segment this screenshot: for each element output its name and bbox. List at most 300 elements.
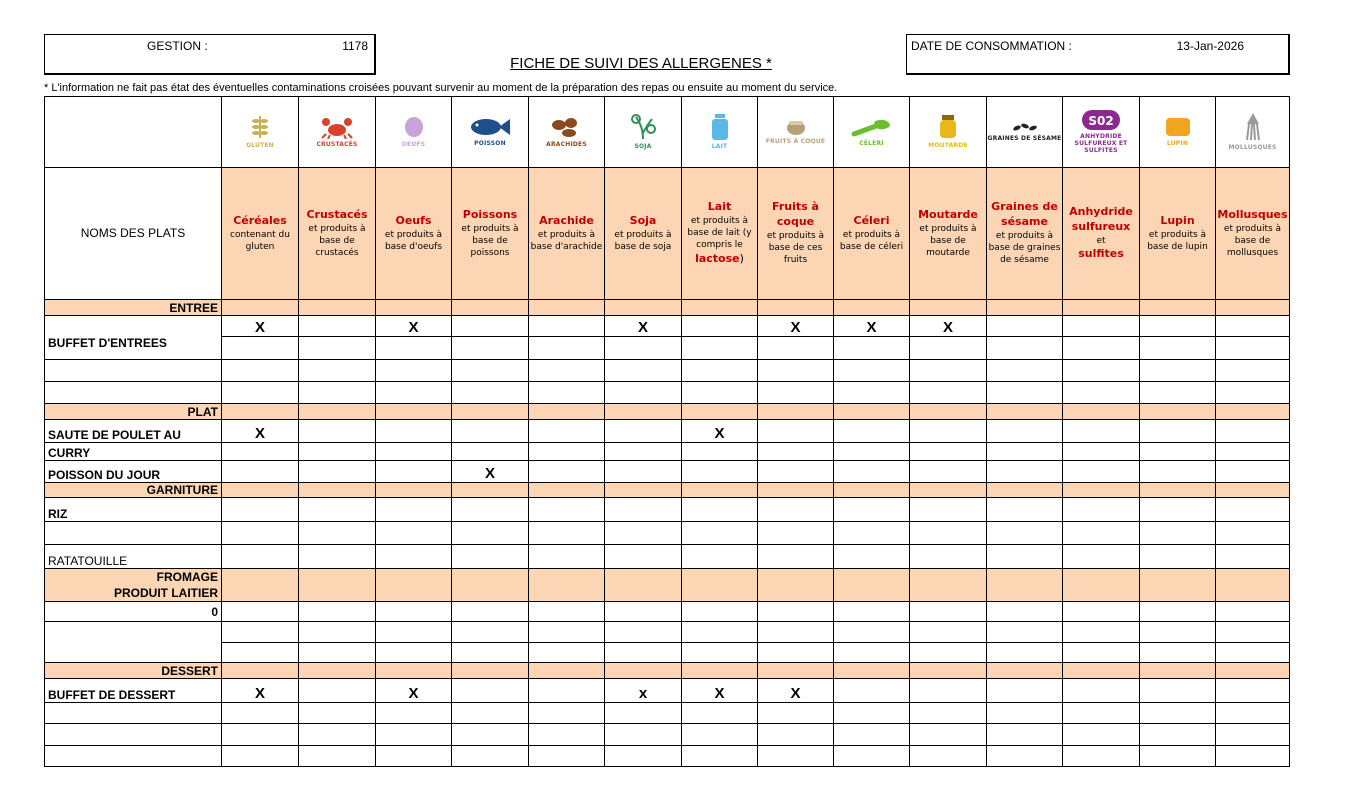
table-cell: [758, 622, 834, 642]
table-cell: [605, 568, 682, 601]
table-cell: [1216, 703, 1290, 724]
table-cell: [910, 622, 987, 642]
allergen-icon-cell: [376, 97, 452, 168]
table-row: [45, 97, 1290, 168]
allergen-name: Graines de sésame: [991, 200, 1058, 229]
mark-text: X: [866, 319, 877, 337]
section-dessert: DESSERT: [45, 662, 222, 678]
table-cell: [452, 602, 529, 622]
table-cell: [1140, 602, 1216, 622]
allergen-icon-cell: [682, 97, 758, 168]
allergen-mark: [1140, 678, 1216, 702]
table-cell: [605, 337, 682, 359]
allergen-name: Mollusques: [1217, 207, 1288, 221]
table-cell: [1140, 745, 1216, 766]
table-cell: [1140, 724, 1216, 745]
table-cell: [987, 602, 1063, 622]
table-cell: [605, 442, 682, 460]
date-value: 13-Jan-2026: [1176, 39, 1244, 53]
allergen-mark: [910, 420, 987, 442]
allergen-mark: [605, 420, 682, 442]
allergen-header-soy: [605, 167, 682, 299]
allergen-sub: et produits à base de ces fruits: [766, 231, 825, 266]
table-cell: [222, 300, 299, 316]
celery-icon: [834, 116, 909, 138]
table-cell: [834, 602, 910, 622]
table-row: [45, 404, 1290, 420]
table-cell: [1140, 498, 1216, 522]
table-cell: [682, 724, 758, 745]
allergen-mark: [1216, 460, 1290, 482]
allergen-mark: [605, 678, 682, 702]
fish-icon: [452, 116, 528, 138]
table-cell: [987, 745, 1063, 766]
allergen-name: Anhydride sulfureux: [1069, 205, 1133, 233]
allergen-mark: [1216, 316, 1290, 337]
mark-text: X: [408, 685, 419, 703]
mark-text: x: [638, 685, 648, 703]
corner-cell: [45, 97, 222, 168]
dish-saute-poulet-line1: SAUTE DE POULET AU: [45, 420, 222, 442]
allergen-header-crab: [299, 167, 376, 299]
table-cell: [1063, 404, 1140, 420]
table-cell: [910, 724, 987, 745]
table-cell: [605, 381, 682, 403]
allergen-table: [44, 96, 1290, 767]
allergen-name: Soja: [629, 213, 657, 227]
allergen-mark: [299, 316, 376, 337]
allergen-header-so2: [1063, 167, 1140, 299]
allergen-name: Lupin: [1160, 213, 1195, 227]
allergen-mark: [910, 316, 987, 337]
table-cell: [45, 381, 222, 403]
table-cell: [222, 522, 299, 544]
table-cell: [758, 724, 834, 745]
allergen-header-celery: [834, 167, 910, 299]
table-cell: [910, 359, 987, 381]
table-cell: [910, 381, 987, 403]
allergen-mark: [758, 460, 834, 482]
section-garniture: GARNITURE: [45, 482, 222, 497]
allergen-icon-cell: [758, 97, 834, 168]
egg-icon: [376, 115, 451, 139]
allergen-mark: [529, 460, 605, 482]
allergen-icon-cell: [222, 97, 299, 168]
table-row: [45, 381, 1290, 403]
allergen-header-nut: [758, 167, 834, 299]
table-cell: [1063, 642, 1140, 662]
table-cell: [987, 703, 1063, 724]
allergen-sub: et produits à base de crustacés: [308, 223, 366, 258]
table-cell: [452, 745, 529, 766]
allergen-sub: et produits à base de moutarde: [919, 223, 977, 258]
table-cell: [910, 442, 987, 460]
table-cell: [834, 622, 910, 642]
table-cell: [1216, 442, 1290, 460]
mark-text: X: [942, 319, 953, 337]
allergen-sub: contenant du gluten: [230, 229, 290, 252]
table-cell: [452, 568, 529, 601]
table-cell: [987, 337, 1063, 359]
allergen-mark: [222, 420, 299, 442]
allergen-mark: [529, 420, 605, 442]
table-cell: [1216, 602, 1290, 622]
allergen-sub: et produits à base de céleri: [839, 229, 904, 252]
mark-text: X: [790, 685, 801, 703]
table-cell: [45, 359, 222, 381]
table-cell: [299, 498, 376, 522]
table-cell: [529, 568, 605, 601]
table-cell: [1140, 642, 1216, 662]
table-cell: [1140, 359, 1216, 381]
table-cell: [682, 498, 758, 522]
table-row: [45, 337, 1290, 359]
table-cell: [529, 404, 605, 420]
table-cell: [376, 381, 452, 403]
allergen-header-sesame: [987, 167, 1063, 299]
allergen-sub: et produits à base de lupin: [1147, 229, 1208, 252]
allergen-mark: [452, 316, 529, 337]
table-cell: [529, 482, 605, 497]
table-cell: [910, 498, 987, 522]
table-cell: [605, 522, 682, 544]
table-cell: [910, 568, 987, 601]
table-cell: [529, 602, 605, 622]
table-cell: [299, 703, 376, 724]
table-cell: [299, 404, 376, 420]
table-cell: [910, 522, 987, 544]
dish-buffet-dessert: BUFFET DE DESSERT: [45, 678, 222, 702]
table-cell: [376, 662, 452, 678]
table-cell: [299, 568, 376, 601]
wheat-icon: [222, 114, 298, 140]
table-cell: [682, 482, 758, 497]
lupin-icon: [1140, 116, 1215, 138]
table-cell: [376, 482, 452, 497]
table-cell: [682, 359, 758, 381]
table-cell: [834, 404, 910, 420]
allergen-name: Fruits à coque: [772, 200, 819, 229]
table-cell: [682, 642, 758, 662]
allergen-mark: [682, 460, 758, 482]
table-cell: [376, 745, 452, 766]
icon-label: MOLLUSQUES: [1228, 144, 1277, 152]
allergen-icon-cell: [1140, 97, 1216, 168]
table-row: [45, 316, 1290, 337]
table-cell: [222, 498, 299, 522]
allergen-header-wheat: [222, 167, 299, 299]
table-cell: [682, 544, 758, 568]
table-cell: [682, 442, 758, 460]
allergen-header-egg: [376, 167, 452, 299]
table-cell: [299, 442, 376, 460]
table-cell: [987, 662, 1063, 678]
table-cell: [376, 724, 452, 745]
table-row: [45, 359, 1290, 381]
table-cell: [758, 703, 834, 724]
table-cell: [299, 359, 376, 381]
table-cell: [452, 359, 529, 381]
table-cell: [45, 724, 222, 745]
table-cell: [299, 745, 376, 766]
mustard-icon: [910, 114, 986, 140]
allergen-sub: et produits à base de poissons: [461, 223, 519, 258]
icon-label: SOJA: [634, 143, 652, 151]
table-cell: [222, 622, 299, 642]
table-cell: [1063, 724, 1140, 745]
allergen-header-fish: [452, 167, 529, 299]
table-cell: [758, 404, 834, 420]
table-cell: [1140, 568, 1216, 601]
section-fromage: FROMAGE PRODUIT LAITIER: [45, 568, 222, 601]
icon-label: LAIT: [711, 143, 728, 151]
table-cell: [222, 337, 299, 359]
icon-label: FRUITS À COQUE: [765, 138, 826, 146]
table-cell: [605, 642, 682, 662]
table-cell: [222, 703, 299, 724]
table-cell: [605, 482, 682, 497]
table-cell: [1216, 300, 1290, 316]
table-cell: [605, 662, 682, 678]
table-cell: [1063, 522, 1140, 544]
table-cell: [529, 442, 605, 460]
table-cell: [910, 662, 987, 678]
table-cell: [1063, 662, 1140, 678]
allergen-sub: et produits à base d'arachide: [530, 229, 603, 252]
icon-label: GLUTEN: [246, 142, 274, 150]
squid-icon: [1216, 112, 1289, 142]
allergen-mark: [1063, 420, 1140, 442]
table-cell: [1140, 703, 1216, 724]
table-cell: [758, 498, 834, 522]
table-cell: [1216, 381, 1290, 403]
table-cell: [222, 381, 299, 403]
table-cell: [45, 622, 222, 662]
allergen-mark: [452, 678, 529, 702]
table-row: [45, 420, 1290, 442]
allergen-mark: [1216, 420, 1290, 442]
table-cell: [1216, 745, 1290, 766]
table-cell: [452, 498, 529, 522]
allergen-sub: et produits à base de soja: [614, 229, 672, 252]
table-cell: [529, 622, 605, 642]
table-cell: [222, 442, 299, 460]
table-cell: [452, 300, 529, 316]
table-cell: [1140, 662, 1216, 678]
table-cell: [834, 745, 910, 766]
noms-des-plats-label: NOMS DES PLATS: [45, 167, 222, 299]
table-cell: [452, 381, 529, 403]
table-cell: [1216, 404, 1290, 420]
table-cell: [1216, 724, 1290, 745]
allergen-name: Poissons: [462, 207, 518, 221]
allergen-mark: [376, 316, 452, 337]
table-cell: [1063, 300, 1140, 316]
table-cell: [758, 359, 834, 381]
allergen-mark: [758, 678, 834, 702]
allergen-mark: [987, 316, 1063, 337]
table-cell: [834, 662, 910, 678]
table-cell: [1216, 359, 1290, 381]
table-cell: [1063, 568, 1140, 601]
table-cell: [299, 300, 376, 316]
table-cell: [1063, 745, 1140, 766]
table-cell: [910, 642, 987, 662]
svg-text:S02: S02: [1088, 114, 1114, 129]
allergen-mark: [834, 678, 910, 702]
allergen-header-milk: [682, 167, 758, 299]
table-cell: [222, 602, 299, 622]
table-cell: [1216, 642, 1290, 662]
table-cell: [299, 381, 376, 403]
table-cell: [758, 300, 834, 316]
table-cell: [758, 482, 834, 497]
table-cell: [682, 337, 758, 359]
dish-poisson-du-jour: POISSON DU JOUR: [45, 460, 222, 482]
table-cell: [452, 522, 529, 544]
icon-label: POISSON: [474, 140, 506, 148]
table-cell: [452, 703, 529, 724]
table-cell: [1140, 300, 1216, 316]
table-cell: [1140, 544, 1216, 568]
table-cell: [45, 703, 222, 724]
table-cell: [682, 522, 758, 544]
table-cell: [605, 703, 682, 724]
allergen-name: Crustacés: [306, 207, 368, 221]
date-label: DATE DE CONSOMMATION :: [911, 39, 1072, 53]
table-cell: [529, 498, 605, 522]
allergen-sub: et produits à base de lait (y compris le: [687, 216, 752, 251]
footnote: * L'information ne fait pas état des éventuelles contaminations croisées pouvant survenir au moment de la préparation des repas ou ensuite au moment du service.: [44, 82, 838, 94]
table-cell: [222, 404, 299, 420]
table-cell: [910, 544, 987, 568]
allergen-mark: [910, 678, 987, 702]
table-cell: [910, 404, 987, 420]
table-row: [45, 724, 1290, 745]
allergen-mark: [987, 678, 1063, 702]
allergen-mark: [299, 678, 376, 702]
allergen-mark: [1216, 678, 1290, 702]
crab-icon: [299, 115, 375, 139]
table-cell: [758, 522, 834, 544]
dish-buffet-entrees: BUFFET D'ENTREES: [45, 316, 222, 359]
mark-text: X: [254, 319, 265, 337]
allergen-icon-cell: [834, 97, 910, 168]
table-cell: [299, 642, 376, 662]
table-cell: [299, 522, 376, 544]
table-cell: [834, 724, 910, 745]
table-cell: [758, 544, 834, 568]
allergen-mark: [452, 420, 529, 442]
table-cell: [758, 442, 834, 460]
icon-label: LUPIN: [1166, 140, 1189, 148]
mark-text: X: [254, 685, 265, 703]
allergen-icon-cell: [299, 97, 376, 168]
table-cell: [682, 622, 758, 642]
table-cell: [910, 300, 987, 316]
table-cell: [910, 703, 987, 724]
allergen-mark: [910, 460, 987, 482]
icon-label: ANHYDRIDE SULFUREUX ET SULFITES: [1074, 133, 1128, 155]
table-cell: [529, 642, 605, 662]
table-row: [45, 642, 1290, 662]
table-cell: [910, 482, 987, 497]
table-cell: [1216, 662, 1290, 678]
date-box: [906, 34, 1290, 75]
table-cell: [529, 724, 605, 745]
table-cell: [682, 300, 758, 316]
table-cell: [452, 337, 529, 359]
table-cell: [299, 622, 376, 642]
allergen-icon-cell: [529, 97, 605, 168]
table-cell: [529, 703, 605, 724]
table-cell: [758, 337, 834, 359]
allergen-name: Céleri: [853, 213, 890, 227]
table-cell: [452, 544, 529, 568]
mark-text: X: [637, 319, 648, 337]
icon-label: MOUTARDE: [928, 142, 968, 150]
table-cell: [45, 745, 222, 766]
allergen-mark: [758, 420, 834, 442]
table-cell: [758, 642, 834, 662]
table-row: [45, 300, 1290, 316]
mark-text: X: [714, 424, 725, 442]
icon-label: ARACHIDES: [546, 141, 587, 149]
gestion-label: GESTION :: [147, 39, 208, 53]
section-entree: ENTREE: [45, 300, 222, 316]
table-cell: [452, 482, 529, 497]
table-row: [45, 678, 1290, 702]
table-cell: [529, 662, 605, 678]
table-cell: [758, 662, 834, 678]
table-row: [45, 544, 1290, 568]
allergen-mark: [1140, 460, 1216, 482]
mark-text: X: [714, 685, 725, 703]
table-cell: [452, 662, 529, 678]
table-cell: [1216, 498, 1290, 522]
table-cell: [987, 642, 1063, 662]
table-cell: [1140, 404, 1216, 420]
table-cell: [376, 337, 452, 359]
mark-text: X: [790, 319, 801, 337]
allergen-header-squid: [1216, 167, 1290, 299]
table-cell: [910, 602, 987, 622]
table-cell: [987, 300, 1063, 316]
table-cell: [834, 442, 910, 460]
table-cell: [1140, 482, 1216, 497]
allergen-sub: et produits à base de mollusques: [1223, 223, 1282, 258]
table-cell: [834, 359, 910, 381]
table-cell: [376, 622, 452, 642]
allergen-icon-cell: [605, 97, 682, 168]
icon-label: OEUFS: [401, 141, 426, 149]
table-cell: [1063, 703, 1140, 724]
table-cell: [834, 482, 910, 497]
table-cell: [834, 337, 910, 359]
table-cell: [834, 642, 910, 662]
table-row: [45, 745, 1290, 766]
table-cell: [299, 662, 376, 678]
allergen-header-peanut: [529, 167, 605, 299]
allergen-sub: et: [1096, 235, 1106, 246]
allergen-extra: sulfites: [1078, 246, 1124, 260]
allergen-mark: [682, 420, 758, 442]
allergen-icon-cell: [1216, 97, 1290, 168]
allergen-header-mustard: [910, 167, 987, 299]
table-cell: [529, 337, 605, 359]
table-cell: [1140, 522, 1216, 544]
table-cell: [376, 359, 452, 381]
